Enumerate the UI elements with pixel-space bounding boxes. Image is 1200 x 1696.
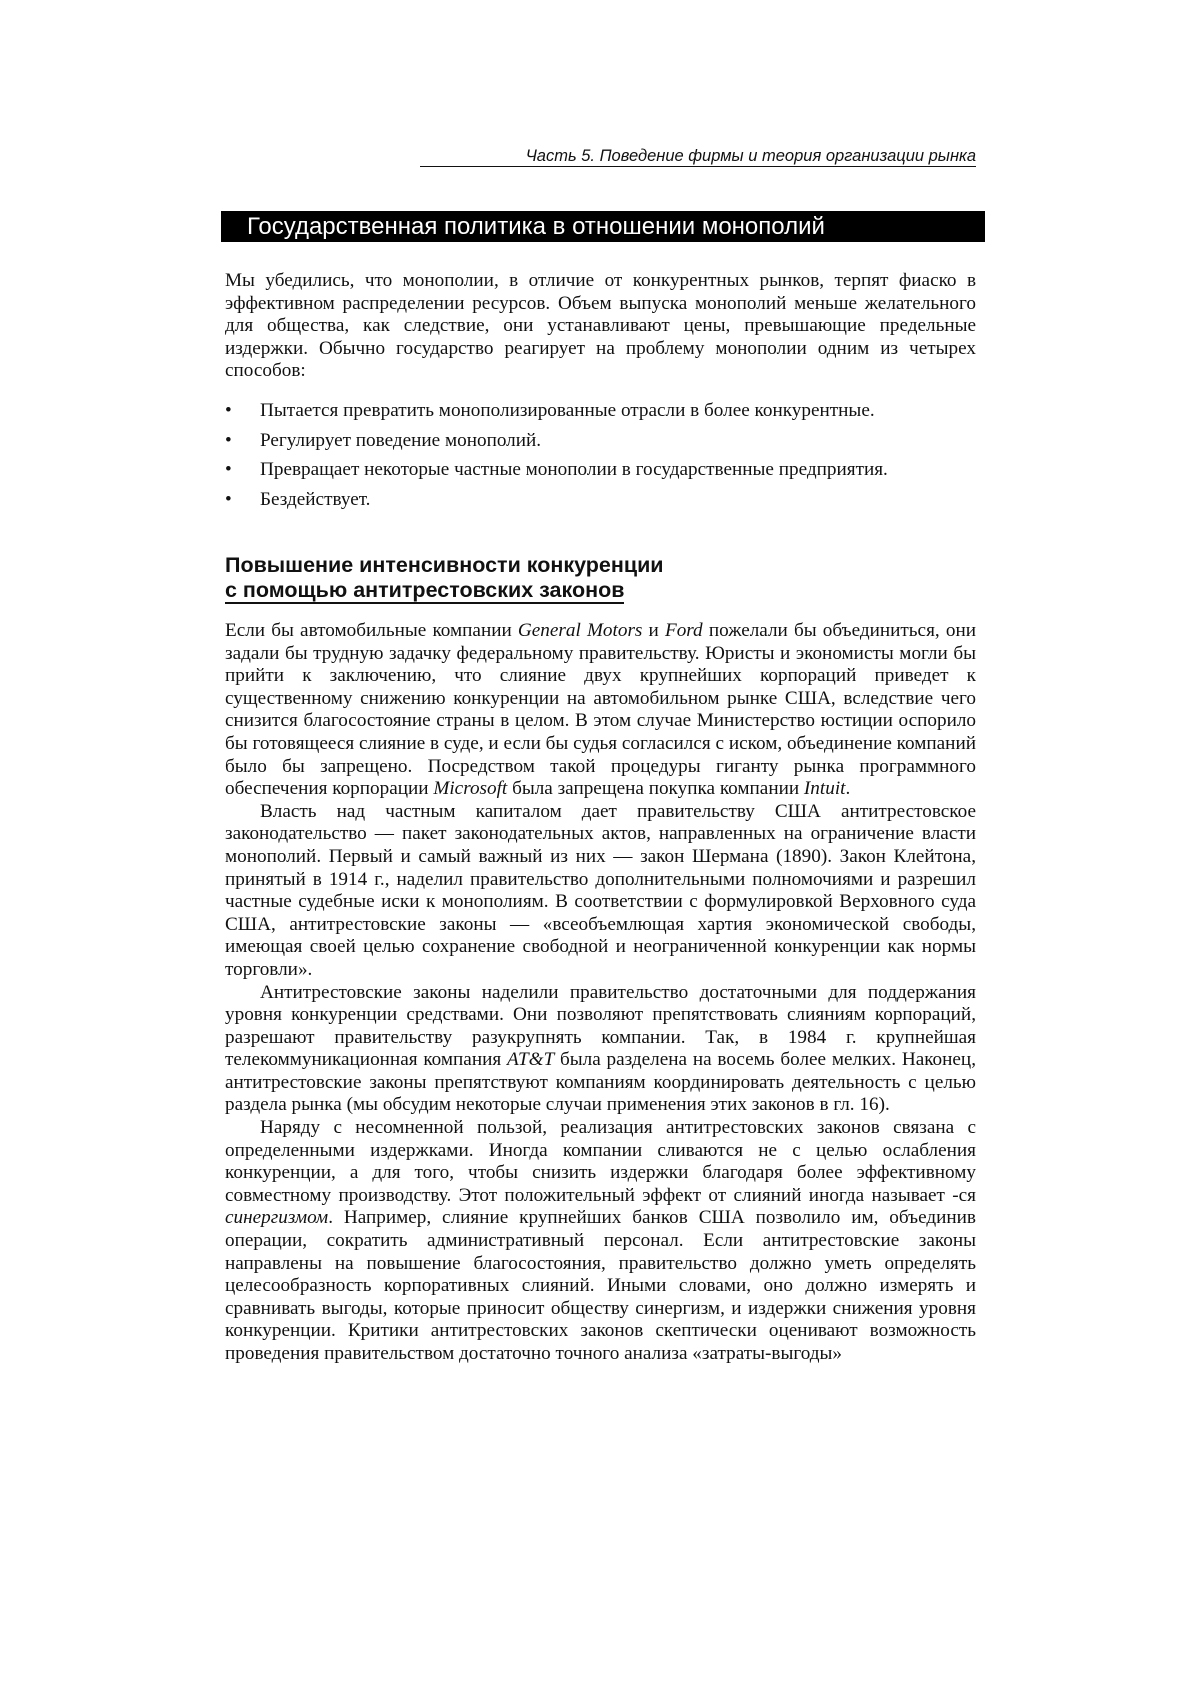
- text-run: пожелали бы объединиться, они задали бы трудную задачку федеральному правительству. Юристы и экономисты могли бы прийти к заключению, что слияние двух крупнейших корпораций приведет к существенному снижению конкуренции на автомобильном рынке США, вследствие чего снизится благосостояние страны в целом. В этом случае Министерство юстиции оспорило бы готовящееся слияние в суде, и если бы судья согласился с иском, объединение компаний было бы запрещено. Посредством такой процедуры гиганту рынка программного обеспечения корпорации: [225, 620, 976, 800]
- bullet-icon: •: [225, 459, 232, 481]
- text-run: была запрещена покупка компании: [507, 778, 804, 800]
- paragraph-3: [225, 982, 976, 1118]
- paragraph-1: [225, 620, 976, 801]
- bullet-list: [225, 400, 976, 518]
- text-run: была разделена на восемь более мелких. Наконец, антитрестовские законы препятствуют компаниям координировать деятельность с целью раздела рынка (мы обсудим некоторые случаи применения этих законов в гл. 16).: [225, 1049, 976, 1116]
- running-head: Часть 5. Поведение фирмы и теория организации рынка: [420, 147, 976, 167]
- bullet-text: Регулирует поведение монополий.: [260, 429, 542, 451]
- bullet-icon: •: [225, 429, 232, 451]
- text-run: Наряду с несомненной пользой, реализация антитрестовских законов связана с определенными издержками. Иногда компании сливаются не с целью ослабления конкуренции, а для того, чтобы снизить издержки благодаря более эффективному совместному производству. Этот положительный эффект от слияний иногда называет -ся: [225, 1117, 976, 1206]
- paragraph-2: Власть над частным капиталом дает правительству США антитрестовское законодательство — пакет законодательных актов, направленных на ограничение власти монополий. Первый и самый важный из них — закон Шермана (1890). Закон Клейтона, принятый в 1914 г., наделил правительство дополнительными полномочиями и разрешил частные судебные иски к монополиям. В соответствии с формулировкой Верховного суда США, антитрестовские законы — «всеобъемлющая хартия экономической свободы, имеющая своей целью сохранение свободной и неограниченной конкуренции как нормы торговли».: [225, 800, 976, 980]
- company-name: General Motors: [517, 620, 643, 641]
- list-item: [225, 400, 976, 423]
- text-run: Антитрестовские законы наделили правительство достаточными для поддержания уровня конкуренции средствами. Они позволяют препятствовать слияниям корпораций, разрешают правительству разукрупнять компании. Так, в 1984 г. крупнейшая телекоммуникационная компания: [225, 981, 976, 1071]
- text-run: Если бы автомобильные компании: [225, 620, 518, 641]
- bullet-text: Бездействует.: [260, 488, 371, 510]
- bullet-icon: •: [225, 400, 232, 421]
- bullet-icon: •: [225, 488, 232, 510]
- section-title: Государственная политика в отношении монополий: [221, 211, 985, 242]
- company-name: Ford: [664, 620, 703, 641]
- list-item: [225, 489, 976, 512]
- subsection-heading: [225, 553, 925, 604]
- company-name: Microsoft: [433, 778, 508, 800]
- company-name: AT&T: [506, 1049, 555, 1071]
- list-item: [225, 430, 976, 453]
- company-name: Intuit: [803, 778, 846, 800]
- main-text: [225, 620, 976, 1366]
- subsection-heading-line2: с помощью антитрестовских законов: [225, 578, 625, 602]
- bullet-text: Пытается превратить монополизированные отрасли в более конкурентные.: [260, 400, 875, 421]
- text-run: .: [845, 778, 851, 800]
- bullet-text: Превращает некоторые частные монополии в государственные предприятия.: [260, 459, 888, 481]
- intro-paragraph: Мы убедились, что монополии, в отличие от конкурентных рынков, терпят фиаско в эффективном распределении ресурсов. Объем выпуска монополий меньше желательного для общества, как следствие, они устанавливают цены, превышающие предельные издержки. Обычно государство реагирует на проблему монополии одним из четырех способов:: [225, 270, 976, 382]
- text-run: . Например, слияние крупнейших банков США позволило им, объединив операции, сократить административный персонал. Если антитрестовские законы направлены на повышение благосостояния, правительство должно уметь определять целесообразность корпоративных слияний. Иными словами, оно должно измерять и сравнивать выгоды, которые приносит обществу синергизм, и издержки снижения уровня конкуренции. Критики антитрестовских законов скептически оценивают возможность проведения правительством достаточно точного анализа «затраты-выгоды»: [225, 1207, 976, 1364]
- paragraph-4: [225, 1117, 976, 1366]
- subsection-heading-line1: Повышение интенсивности конкуренции: [225, 553, 664, 577]
- list-item: [225, 459, 976, 482]
- text-run: и: [642, 620, 665, 641]
- term: синергизмом: [225, 1207, 329, 1229]
